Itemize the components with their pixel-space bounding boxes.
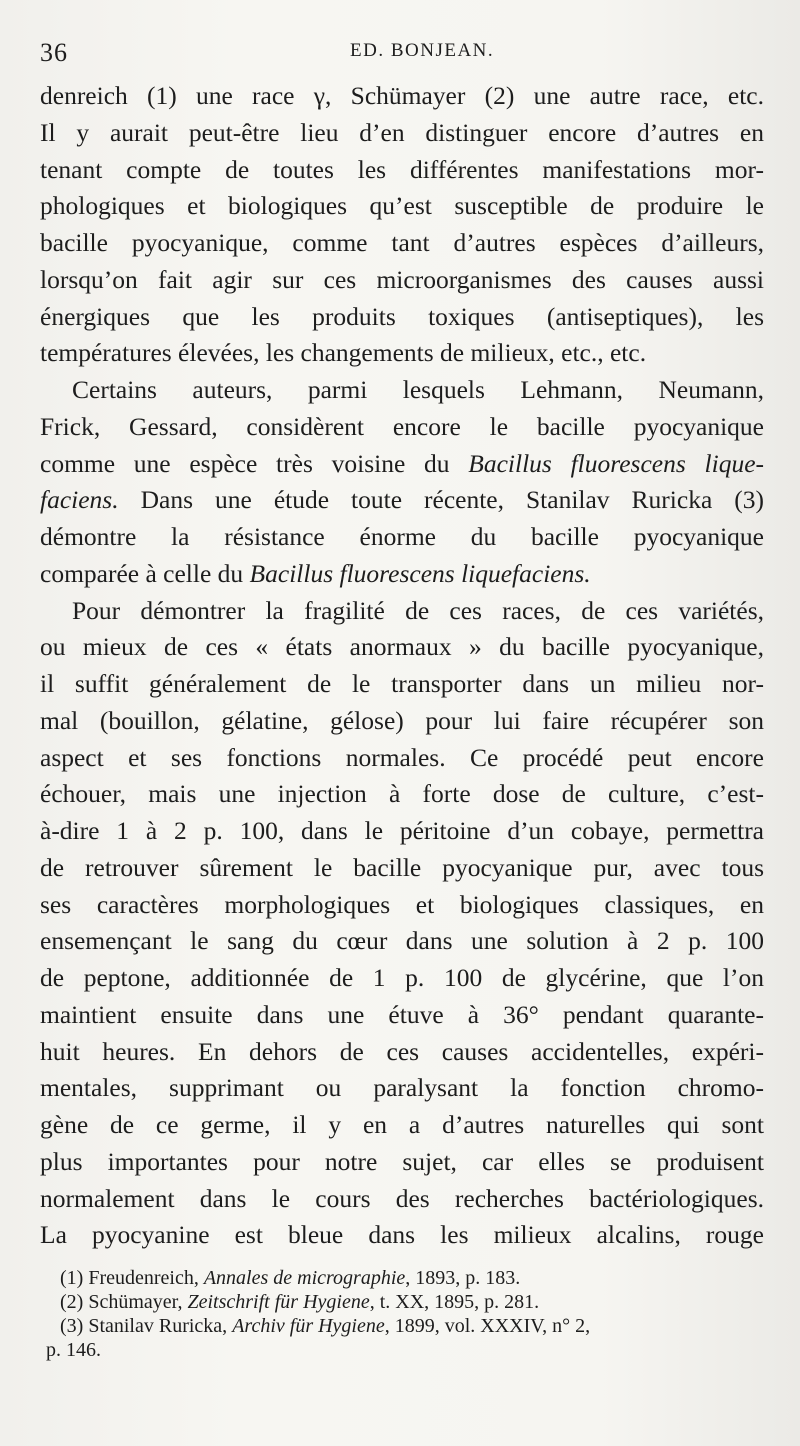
footnote-1: (1) Freudenreich, Annales de micrographie, 1893, p. 183. [60,1267,521,1289]
text-line: plus importantes pour notre sujet, car elles se produisent [40,1146,764,1176]
text-line: normalement dans le cours des recherches bactériologiques. [40,1183,764,1213]
text-line: phologiques et biologiques qu’est susceptible de produire le [40,191,764,221]
text-line: aspect et ses fonctions normales. Ce procédé peut encore [40,742,764,772]
page-header [40,38,760,68]
footnote-3: (3) Stanilav Ruricka, Archiv für Hygiene, 1899, vol. XXXIV, n° 2, [60,1315,591,1337]
text-line: il suffit généralement de le transporter dans un milieu nor- [40,669,764,698]
text-line: de peptone, additionnée de 1 p. 100 de glycérine, que l’on [40,963,764,992]
body-text [40,78,764,1254]
text-line: Il y aurait peut-être lieu d’en distinguer encore d’autres en [40,117,764,147]
text-line: démontre la résistance énorme du bacille pyocyanique [40,522,764,551]
text-line: échouer, mais une injection à forte dose de culture, c’est- [40,779,764,809]
text-line: comme une espèce très voisine du Bacillus fluorescens lique- [40,448,764,478]
text-line: huit heures. En dehors de ces causes accidentelles, expéri- [40,1036,764,1066]
text-line: Frick, Gessard, considèrent encore le bacille pyocyanique [40,411,764,441]
text-line: La pyocyanine est bleue dans les milieux alcalins, rouge [40,1220,764,1250]
text-line: ses caractères morphologiques et biologiques classiques, en [40,889,764,919]
text-line: denreich (1) une race γ, Schümayer (2) une autre race, etc. [40,81,764,110]
text-line: faciens. Dans une étude toute récente, Stanilav Ruricka (3) [40,485,764,515]
text-line: ou mieux de ces « états anormaux » du bacille pyocyanique, [40,632,764,662]
text-line: comparée à celle du Bacillus fluorescens liquefaciens. [40,558,591,588]
text-line: mentales, supprimant ou paralysant la fonction chromo- [40,1073,764,1103]
page-number: 36 [40,38,68,67]
text-line: températures élevées, les changements de milieux, etc., etc. [40,338,647,368]
running-head: ED. BONJEAN. [350,40,495,61]
footnotes [46,1266,762,1362]
footnote-2: (2) Schümayer, Zeitschrift für Hygiene, t. XX, 1895, p. 281. [60,1291,540,1313]
text-line: maintient ensuite dans une étuve à 36° pendant quarante- [40,999,764,1029]
text-line: gène de ce germe, il y en a d’autres naturelles qui sont [40,1110,764,1139]
footnote-3-continuation: p. 146. [46,1339,101,1361]
text-line: mal (bouillon, gélatine, gélose) pour lui faire récupérer son [40,705,764,735]
text-line: de retrouver sûrement le bacille pyocyanique pur, avec tous [40,852,764,882]
text-line: tenant compte de toutes les différentes manifestations mor- [40,154,764,184]
text-line: Certains auteurs, parmi lesquels Lehmann, Neumann, [72,375,764,404]
text-line: Pour démontrer la fragilité de ces races, de ces variétés, [72,595,764,625]
text-line: ensemençant le sang du cœur dans une solution à 2 p. 100 [40,926,764,956]
text-line: lorsqu’on fait agir sur ces microorganismes des causes aussi [40,264,764,294]
text-line: énergiques que les produits toxiques (antiseptiques), les [40,301,764,331]
text-line: à-dire 1 à 2 p. 100, dans le péritoine d’un cobaye, permettra [40,816,764,845]
text-line: bacille pyocyanique, comme tant d’autres espèces d’ailleurs, [40,228,764,257]
